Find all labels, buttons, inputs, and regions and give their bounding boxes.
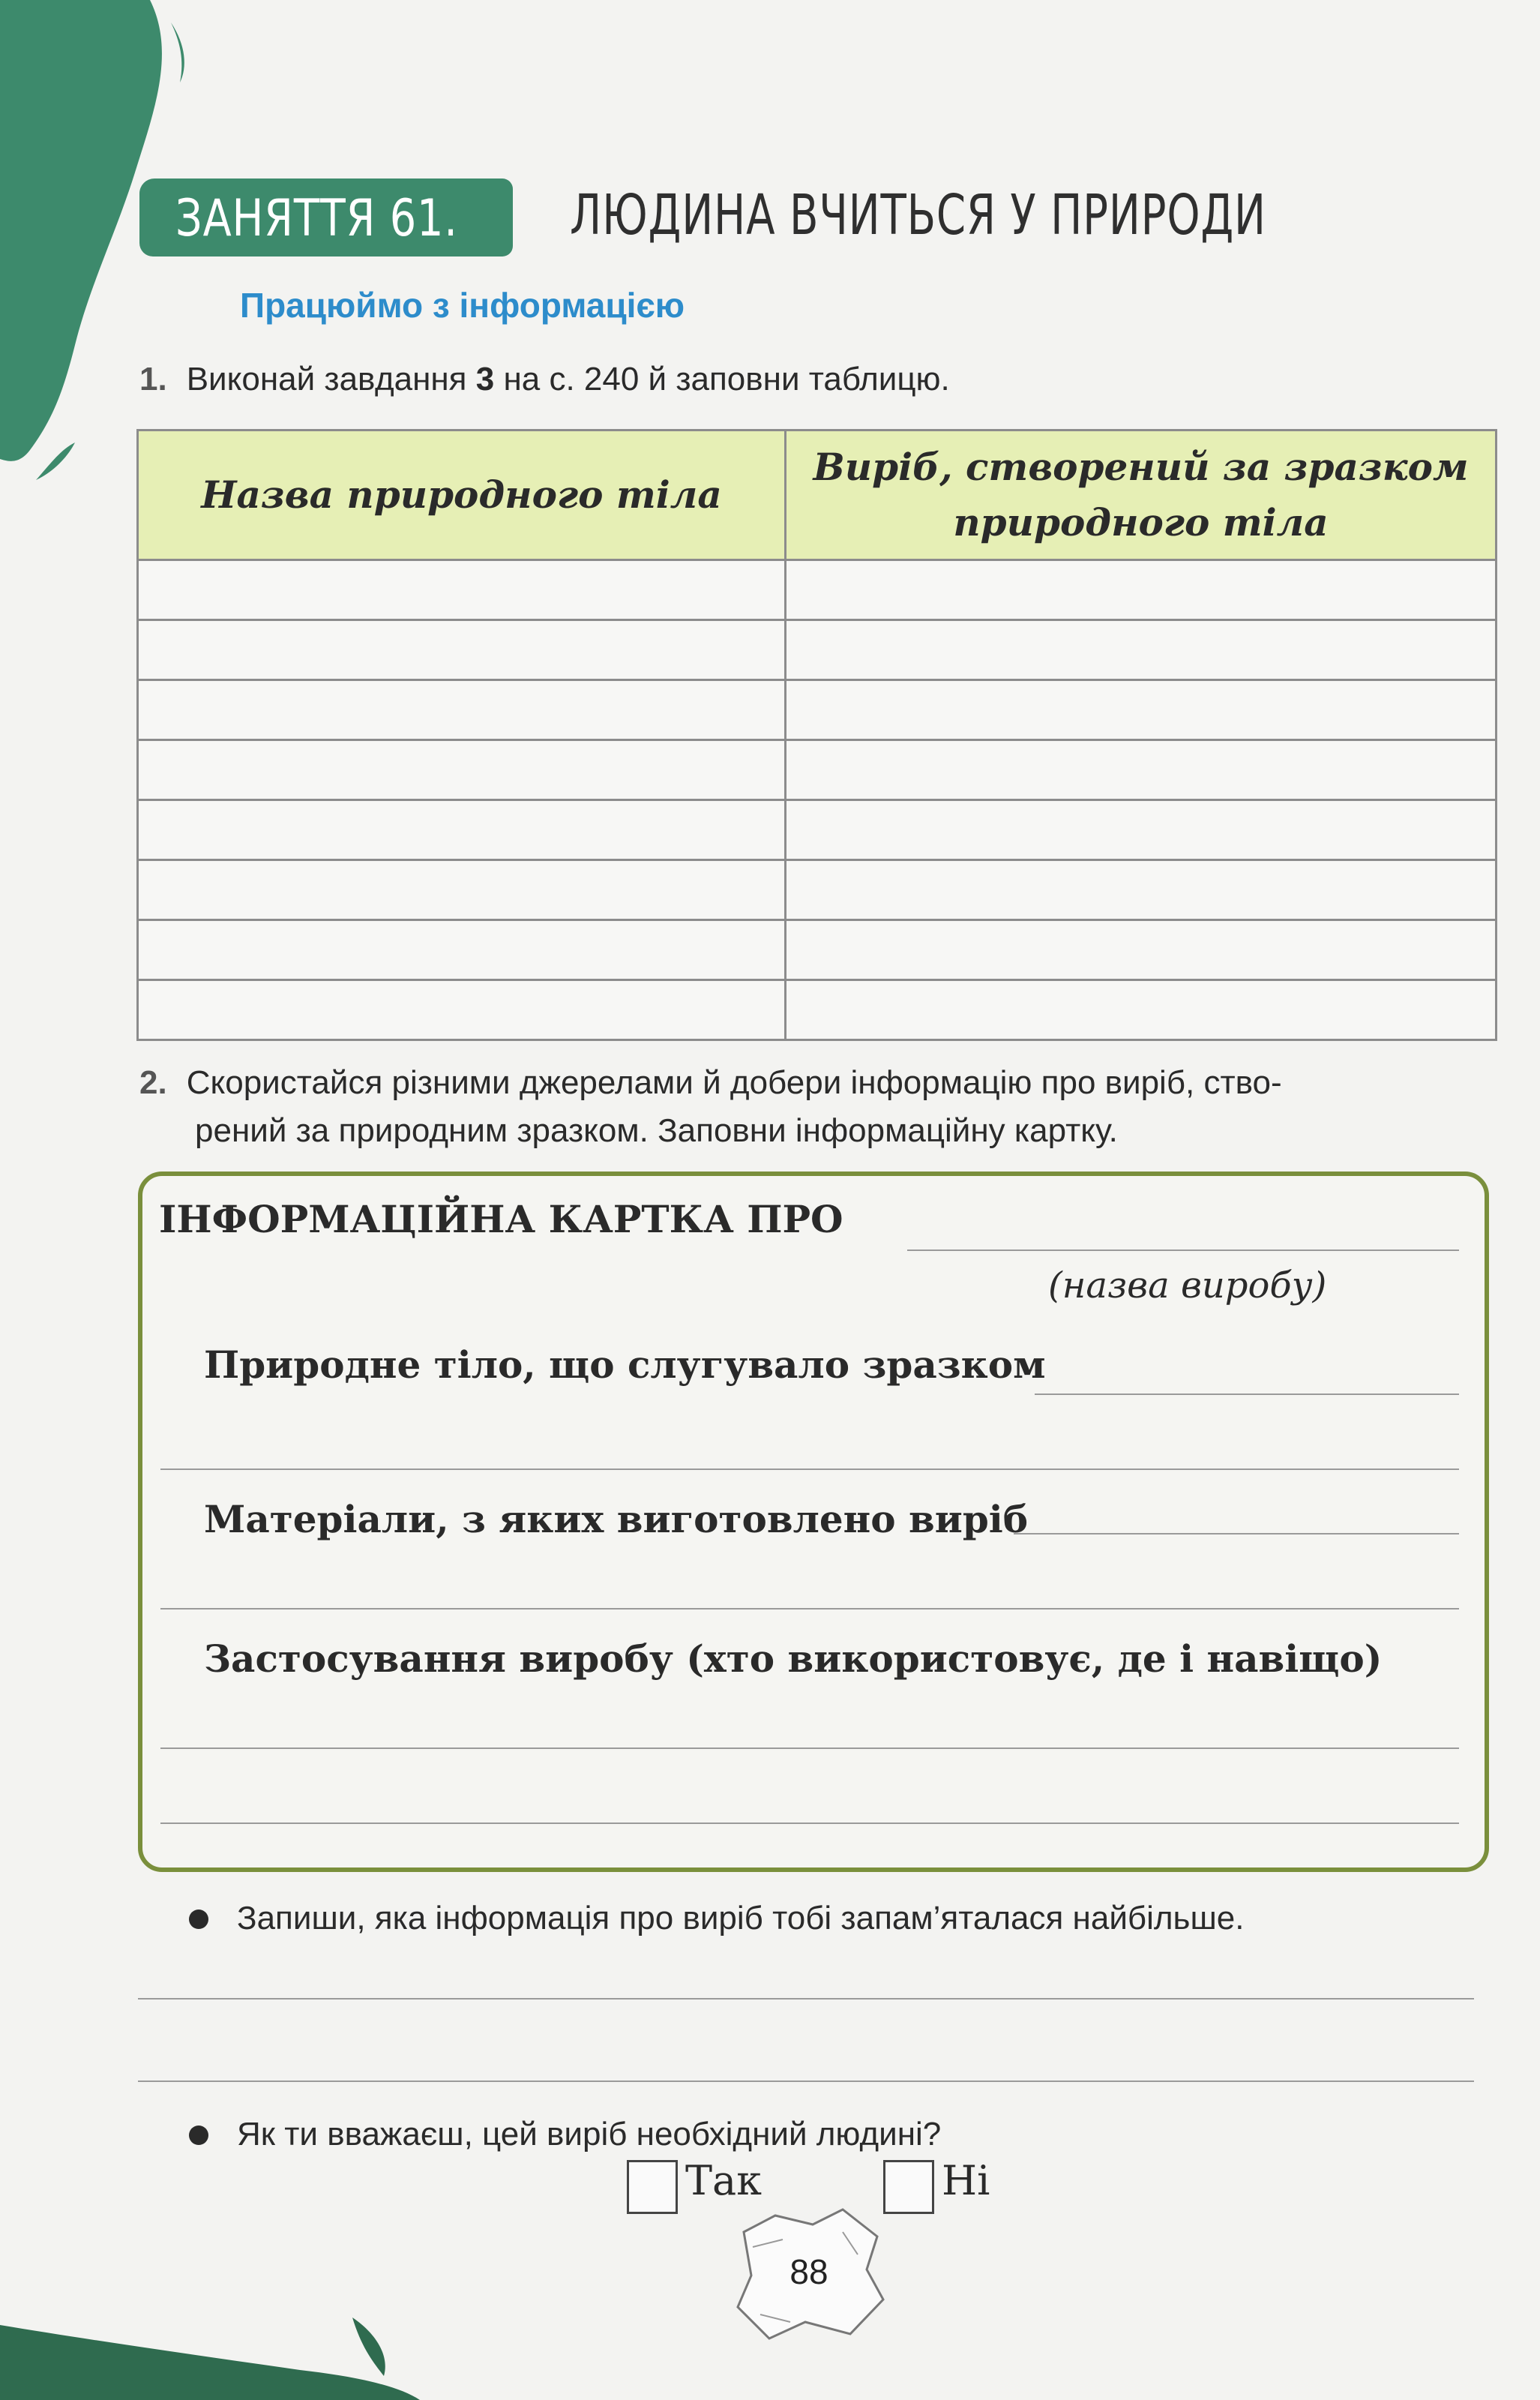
field-natural-body-label: Природне тіло, що слугувало зразком [204, 1342, 1046, 1387]
product-cell[interactable] [786, 680, 1497, 740]
task-1-text: Виконай завдання [186, 361, 476, 398]
field-usage-line-1[interactable] [160, 1748, 1459, 1749]
task-1 [139, 356, 950, 404]
product-cell[interactable] [786, 800, 1497, 860]
header-product: Виріб, створений за зразком природного тіла [786, 430, 1497, 560]
natural-body-cell[interactable] [138, 980, 786, 1040]
lesson-number: ЗАНЯТТЯ 61. [175, 189, 458, 248]
page-number-badge [730, 2202, 888, 2344]
decorative-bottom-shape [0, 2280, 420, 2400]
product-cell[interactable] [786, 740, 1497, 800]
table-row [138, 800, 1497, 860]
product-name-hint: (назва виробу) [1048, 1264, 1327, 1306]
table-row [138, 860, 1497, 920]
lesson-title: ЛЮДИНА ВЧИТЬСЯ У ПРИРОДИ [570, 183, 1266, 248]
field-usage-line-2[interactable] [160, 1822, 1459, 1824]
natural-body-cell[interactable] [138, 920, 786, 980]
task-2-number: 2. [139, 1064, 167, 1101]
choice-no-label: Ні [942, 2157, 990, 2204]
checkbox-yes[interactable] [627, 2160, 678, 2214]
task-2 [139, 1059, 1282, 1155]
field-usage-label: Застосування виробу (хто використовує, де і навіщо) [204, 1636, 1383, 1681]
product-cell[interactable] [786, 560, 1497, 620]
section-heading: Працюймо з інформацією [240, 286, 685, 325]
product-name-line[interactable] [907, 1250, 1459, 1251]
nature-objects-table [136, 429, 1497, 1041]
task-2-line-1: Скористайся різними джерелами й добери інформацію про виріб, ство- [186, 1064, 1282, 1101]
table-row [138, 740, 1497, 800]
bullet-icon [189, 1910, 208, 1929]
task-1-number: 1. [139, 361, 167, 398]
task-1-bold: 3 [475, 361, 495, 398]
prompt-remember: Запиши, яка інформація про виріб тобі запам’яталася найбільше. [237, 1900, 1245, 1936]
choice-yes-label: Так [685, 2157, 762, 2204]
answer-line-2[interactable] [138, 2080, 1474, 2082]
table-row [138, 680, 1497, 740]
table-row [138, 920, 1497, 980]
field-materials-line[interactable] [1014, 1533, 1459, 1534]
product-cell[interactable] [786, 920, 1497, 980]
natural-body-cell[interactable] [138, 620, 786, 680]
lesson-number-badge [139, 178, 513, 256]
card-title: ІНФОРМАЦІЙНА КАРТКА ПРО [159, 1197, 843, 1241]
natural-body-cell[interactable] [138, 860, 786, 920]
product-cell[interactable] [786, 980, 1497, 1040]
table-row [138, 620, 1497, 680]
natural-body-cell[interactable] [138, 680, 786, 740]
product-cell[interactable] [786, 860, 1497, 920]
table-row [138, 980, 1497, 1040]
header-natural-body: Назва природного тіла [138, 430, 786, 560]
table-row [138, 560, 1497, 620]
task-1-text-end: на с. 240 й заповни таблицю. [494, 361, 950, 398]
natural-body-cell[interactable] [138, 560, 786, 620]
product-cell[interactable] [786, 620, 1497, 680]
prompt-necessary: Як ти вважаєш, цей виріб необхідний людині? [237, 2116, 942, 2152]
task-2-line-2: рений за природним зразком. Заповни інформаційну картку. [195, 1112, 1118, 1149]
field-natural-body-line[interactable] [1035, 1394, 1459, 1395]
natural-body-cell[interactable] [138, 800, 786, 860]
bullet-icon [189, 2126, 208, 2145]
checkbox-no[interactable] [883, 2160, 934, 2214]
field-materials-line-2[interactable] [160, 1608, 1459, 1610]
page-number: 88 [789, 2252, 828, 2291]
answer-line-1[interactable] [138, 1998, 1474, 2000]
field-natural-body-line-2[interactable] [160, 1468, 1459, 1470]
natural-body-cell[interactable] [138, 740, 786, 800]
field-materials-label: Матеріали, з яких виготовлено виріб [204, 1497, 1029, 1541]
